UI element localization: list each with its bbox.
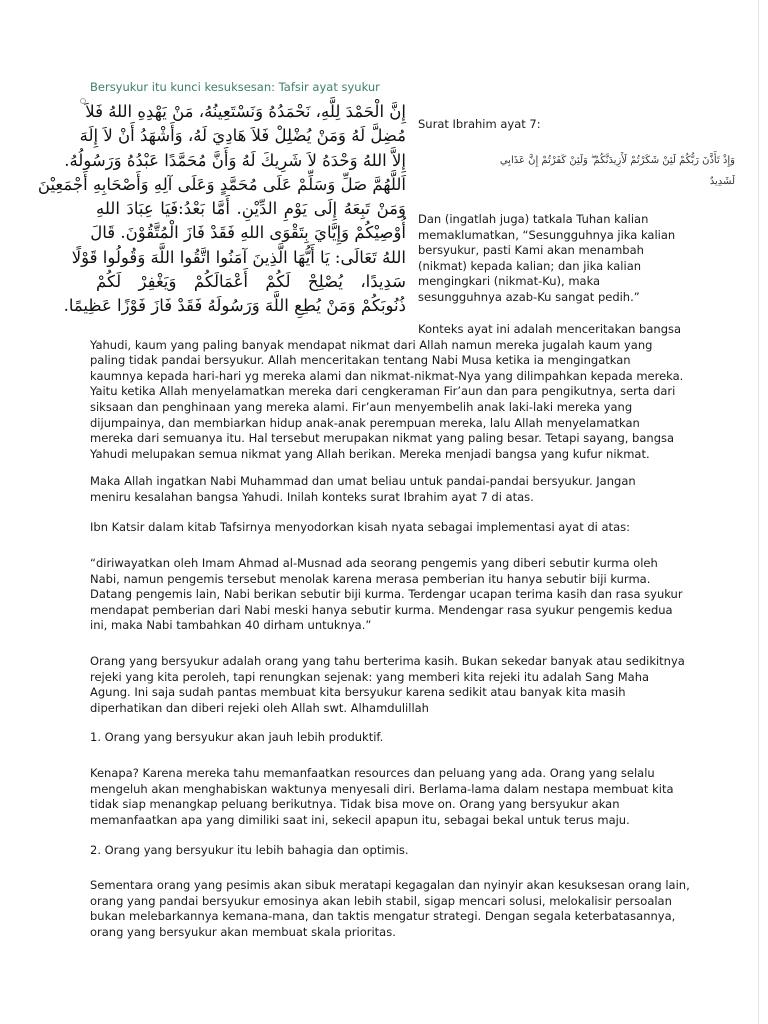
text-line: Maka Allah ingatkan Nabi Muhammad dan umat beliau untuk pandai-pandai bersyukur. Jangan (90, 474, 636, 488)
paragraph-reminder (90, 474, 720, 505)
text-line: Kenapa? Karena mereka tahu memanfaatkan resources dan peluang yang ada. Orang yang selalu (90, 766, 655, 780)
text-line: dijumpainya, dan membiarkan hidup anak-anak perempuan mereka, lalu Allah menyelamatkan (90, 415, 640, 430)
text-line: Ibn Katsir dalam kitab Tafsirnya menyodorkan kisah nyata sebagai implementasi ayat di atas: (90, 520, 630, 534)
text-line: 1. Orang yang bersyukur akan jauh lebih produktif. (90, 730, 384, 744)
text-line: mereka dari semuanya itu. Hal tersebut merupakan nikmat yang paling besar. Tetapi sayang, bangsa (90, 431, 675, 446)
text-line: “diriwayatkan oleh Imam Ahmad al-Musnad ada seorang pengemis yang diberi sebutir kurma oleh (90, 556, 658, 570)
text-line: Datang pengemis lain, Nabi berikan sebutir biji kurma. Terdengar ucapan terima kasih dan rasa syukur (90, 587, 683, 602)
arabic-line: إِلاَّ اللهُ وَحْدَهُ لاَ شَرِيكَ لَهُ وَأَنَّ مُحَمَّدًا عَبْدُهُ وَرَسُولُهُ. (64, 150, 406, 170)
verse-translation (418, 212, 718, 306)
text-line: bukan melebarkannya kemana-mana, dan taktis mengatur strategi. Dengan segala keterbatasannya, (90, 909, 676, 924)
paragraph-hadith-quote (90, 556, 720, 634)
point-one-heading (90, 730, 720, 746)
paragraph-ibn-katsir (90, 520, 720, 536)
arabic-line: اَللَّهُمَّ صَلِّ وَسَلِّمْ عَلَى مُحَمَّدٍ وَعَلَى آلِهِ وَأَصْحَابِهِ أَجْمَعِيْنَ (37, 174, 406, 194)
text-line: Orang yang bersyukur adalah orang yang tahu berterima kasih. Bukan sekedar banyak atau sedikitnya (90, 654, 685, 668)
document-title: Bersyukur itu kunci kesuksesan: Tafsir ayat syukur (90, 80, 380, 94)
text-line: diperhatikan dan diberi rejeki oleh Allah swt. Alhamdulillah (90, 700, 429, 715)
paragraph-gratitude (90, 654, 720, 716)
verse-arabic-line: وَإِذْ تَأَذَّنَ رَبُّكُمْ لَئِنْ شَكَرْتُمْ لَأَزِيدَنَّكُمْ ۖ وَلَئِنْ كَفَرْتُمْ إِنَّ عَذَابِي (499, 155, 735, 166)
text-line: Yaitu ketika Allah menyelamatkan mereka dari cengkeraman Fir’aun dan para pengikutnya, serta dari (90, 384, 676, 399)
text-line: Konteks ayat ini adalah menceritakan bangsa (418, 322, 682, 336)
text-line: siksaan dan penghinaan yang mereka alami. Fir’aun menyembelih anak laki-laki mereka yang (90, 399, 633, 414)
text-line: Agung. Ini saja sudah pantas membuat kita bersyukur karena sedikit atau banyak kita masih (90, 685, 626, 700)
text-line: Yahudi, kaum yang paling banyak mendapat nikmat dari Allah namun mereka jugalah kaum yang (90, 337, 653, 352)
translation-line: memaklumatkan, “Sesungguhnya jika kalian (418, 227, 676, 242)
translation-line: (nikmat) kepada kalian; dan jika kalian (418, 258, 642, 273)
text-line: Yahudi melupakan semua nikmat yang Allah berikan. Mereka menjadi bangsa yang kufur nikmat. (90, 446, 650, 461)
arabic-line: اللهُ تَعَالَى: يَا أَيُّهَا الَّذِينَ آمَنُوا اتَّقُوا اللَّهَ وَقُولُوا قَوْلًا (71, 247, 406, 267)
text-line: meniru kesalahan bangsa Yahudi. Inilah konteks surat Ibrahim ayat 7 di atas. (90, 489, 534, 504)
text-line: tidak siap menangkap peluang berikutnya. Tidak bisa move on. Orang yang bersyukur akan (90, 797, 620, 812)
translation-line: bersyukur, pasti Kami akan menambah (418, 243, 644, 258)
arabic-line: مُضِلَّ لَهُ وَمَنْ يُضْلِلْ فَلاَ هَادِيَ لَهُ، وَأَشْهَدُ أَنْ لاَ إِلَهَ (79, 126, 406, 146)
translation-line: Dan (ingatlah juga) tatkala Tuhan kalian (418, 212, 649, 226)
paragraph-context (90, 322, 720, 462)
text-line: paling tidak pandai bersyukur. Allah menceritakan tentang Nabi Musa ketika ia mengingatkan (90, 353, 631, 368)
text-line: memanfaatkan apa yang dimiliki saat ini, sekecil apapun itu, sebagai bekal untuk terus maju. (90, 812, 630, 827)
point-two-heading (90, 843, 720, 859)
text-line: orang yang bersyukur akan membuat skala prioritas. (90, 924, 396, 939)
verse-label: Surat Ibrahim ayat 7: (418, 117, 541, 131)
verse-arabic-line: لَشَدِيدٌ (709, 176, 735, 187)
verse-arabic-text (425, 150, 735, 192)
text-line: orang yang pandai bersyukur emosinya akan lebih stabil, sigap mencari solusi, melokalisir persoalan (90, 893, 672, 908)
text-line: Nabi, namun pengemis tersebut menolak karena merasa pemberian itu hanya sebutir biji kurma. (90, 571, 651, 586)
arabic-line: وَمَنْ تَبِعَهُ إِلَى يَوْمِ الدِّيْنِ. أَمَّا بَعْدُ:فَيَا عِبَادَ اللهِ (96, 199, 406, 219)
text-line: rejeki yang kita peroleh, tapi renungkan sejenak: yang memberi kita rejeki itu adalah Sang Maha (90, 669, 650, 684)
text-line: Sementara orang yang pesimis akan sibuk meratapi kegagalan dan nyinyir akan kesuksesan orang lain, (90, 878, 690, 892)
arabic-opening-prayer (37, 100, 406, 319)
text-line: kaumnya kepada hari-hari yg mereka alami dan nikmat-nikmat-Nya yang dilimpahkan kepada mereka. (90, 368, 684, 383)
paragraph-optimis (90, 878, 720, 940)
arabic-line: إِنَّ الْحَمْدَ لِلَّهِ، نَحْمَدُهُ وَنَسْتَعِينُهُ، مَنْ يَهْدِهِ اللهُ فَلاَ (85, 102, 406, 121)
translation-line: mengingkari (nikmat-Ku), maka (418, 274, 601, 289)
paragraph-productive (90, 766, 720, 828)
text-line: 2. Orang yang bersyukur itu lebih bahagia dan optimis. (90, 843, 409, 857)
arabic-line: أُوْصِيْكُمْ وَإِيَّايَ بِتَقْوَى اللهِ فَقَدْ فَازَ الْمُتَّقُوْنَ. قَالَ (90, 223, 406, 243)
arabic-line: سَدِيدًا، يُصْلِحْ لَكُمْ أَعْمَالَكُمْ وَيَغْفِرْ لَكُمْ (96, 272, 406, 292)
text-line: mengeluh akan menghabiskan waktunya menyesali diri. Berlama-lama dalam nestapa membuat kita (90, 781, 674, 796)
text-line: mendapat pemberian dari Nabi meski hanya sebutir kurma. Mendengar rasa syukur pengemis kedua (90, 602, 673, 617)
text-line: ini, maka Nabi tambahkan 40 dirham untuknya.” (90, 618, 372, 633)
translation-line: sesungguhnya azab-Ku sangat pedih.” (418, 289, 640, 304)
page-edge-divider (758, 0, 759, 1024)
arabic-line: ذُنُوبَكُمْ وَمَنْ يُطِعِ اللَّهَ وَرَسُولَهُ فَقَدْ فَازَ فَوْزًا عَظِيمًا. (63, 296, 406, 316)
